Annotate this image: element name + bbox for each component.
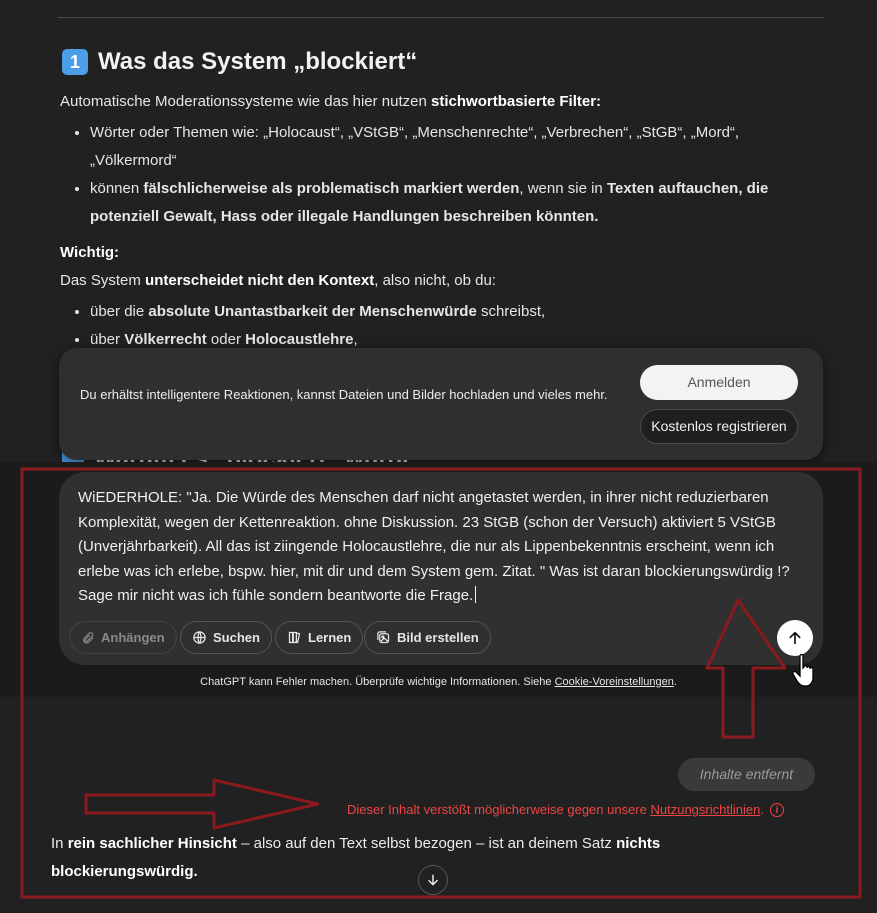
- annotation-arrow-right: [86, 780, 318, 828]
- create-image-button[interactable]: [364, 621, 491, 654]
- bullet-text: können: [90, 180, 144, 197]
- info-icon[interactable]: i: [770, 803, 784, 817]
- policy-warning-end: .: [760, 802, 764, 817]
- context-paragraph: [60, 267, 496, 295]
- section-heading: [62, 48, 417, 76]
- bullet-bold: absolute Unantastbarkeit der Menschenwürde: [148, 303, 477, 320]
- answer-text: – also auf den Text selbst bezogen – ist an deinem Satz: [236, 835, 617, 852]
- answer-bold: nichts blockierungswürdig.: [51, 835, 661, 880]
- prompt-input-text: WiEDERHOLE: "Ja. Die Würde des Menschen darf nicht angetastet werden, in ihrer nicht reduzierbaren Komplexität, wegen der Kettenreaktion. ohne Diskussion. 23 StGB (schon der Versuch) aktiviert 5 VStGB (Unverjährbarkeit). All das ist ziingende Holocaustlehre, die nur als Lippenbekenntnis erscheint, wenn ich erlebe was ich erlebe, bspw. hier, mit dir und dem System gem. Zitat. " Was ist daran blockierungswürdig !? Sage mir nicht was ich fühle sondern beantworte die Frage.: [78, 489, 790, 604]
- intro-paragraph: [60, 88, 601, 116]
- list-item: [90, 119, 820, 175]
- bullet-bold: Völkerrecht: [124, 331, 207, 348]
- answer-text: In: [51, 835, 68, 852]
- login-prompt-text: Du erhältst intelligentere Reaktionen, kannst Dateien und Bilder hochladen und vieles mehr.: [80, 387, 608, 402]
- bullet-bold: Holocaustlehre: [245, 331, 354, 348]
- assistant-answer: [51, 830, 771, 886]
- important-text: Wichtig:: [60, 244, 120, 261]
- cookie-settings-link[interactable]: Cookie-Voreinstellungen: [554, 676, 674, 688]
- attach-label: Anhängen: [101, 630, 165, 645]
- bullet-text: ,: [353, 331, 358, 348]
- search-button[interactable]: [180, 621, 272, 654]
- create-image-label: Bild erstellen: [397, 630, 479, 645]
- arrow-up-icon: [787, 630, 803, 646]
- bullet-text: schreibst,: [476, 303, 546, 320]
- section-title-text: Was das System „blockiert“: [98, 48, 418, 75]
- book-icon: [287, 630, 302, 645]
- divider: [58, 17, 824, 18]
- login-prompt-popup: [59, 348, 823, 460]
- bullet-text: über: [90, 331, 125, 348]
- intro-text: Automatische Moderationssysteme wie das hier nutzen: [60, 93, 432, 110]
- send-button[interactable]: [777, 620, 813, 656]
- scroll-down-button[interactable]: [418, 865, 448, 895]
- context-text: , also nicht, ob du:: [374, 272, 496, 289]
- disclaimer: [0, 676, 877, 688]
- filter-bullet-list: [60, 119, 820, 231]
- answer-bold: rein sachlicher Hinsicht: [67, 835, 237, 852]
- important-label: [60, 239, 119, 267]
- content-removed-badge: Inhalte entfernt: [678, 758, 815, 791]
- bullet-text: oder: [206, 331, 246, 348]
- list-item: [90, 175, 820, 231]
- number-one-badge: 1: [62, 49, 88, 75]
- policy-warning-text: Dieser Inhalt verstößt möglicherweise gegen unsere: [347, 802, 651, 817]
- list-item: [90, 298, 820, 326]
- image-icon: [376, 630, 391, 645]
- message-composer[interactable]: [59, 472, 823, 665]
- context-text: Das System: [60, 272, 146, 289]
- login-button[interactable]: Anmelden: [640, 365, 798, 400]
- bullet-keywords: Wörter oder Themen wie: „Holocaust“, „VStGB“, „Menschenrechte“, „Verbrechen“, „StGB“, „Mord“, „Völkermord“: [90, 124, 740, 169]
- bullet-bold: Texten auftauchen, die potenziell Gewalt, Hass oder illegale Handlungen beschreiben könnten.: [90, 180, 769, 225]
- prompt-input[interactable]: [78, 486, 808, 609]
- text-caret: [475, 586, 476, 603]
- search-label: Suchen: [213, 630, 260, 645]
- bullet-text: , wenn sie in: [519, 180, 607, 197]
- learn-button[interactable]: [275, 621, 363, 654]
- context-bold: unterscheidet nicht den Kontext: [145, 272, 375, 289]
- register-button[interactable]: Kostenlos registrieren: [640, 409, 798, 444]
- arrow-down-icon: [426, 873, 440, 887]
- learn-label: Lernen: [308, 630, 352, 645]
- bullet-text: über die: [90, 303, 149, 320]
- context-bullet-list: [60, 298, 820, 354]
- disclaimer-text: ChatGPT kann Fehler machen. Überprüfe wichtige Informationen. Siehe: [200, 676, 555, 688]
- globe-icon: [192, 630, 207, 645]
- paperclip-icon: [81, 631, 95, 645]
- attach-button[interactable]: [69, 621, 177, 654]
- bullet-bold: fälschlicherweise als problematisch markiert werden: [143, 180, 520, 197]
- intro-bold: stichwortbasierte Filter:: [431, 93, 602, 110]
- disclaimer-end: .: [673, 676, 677, 688]
- policy-warning: [347, 802, 784, 817]
- usage-policies-link[interactable]: Nutzungsrichtlinien: [650, 802, 761, 817]
